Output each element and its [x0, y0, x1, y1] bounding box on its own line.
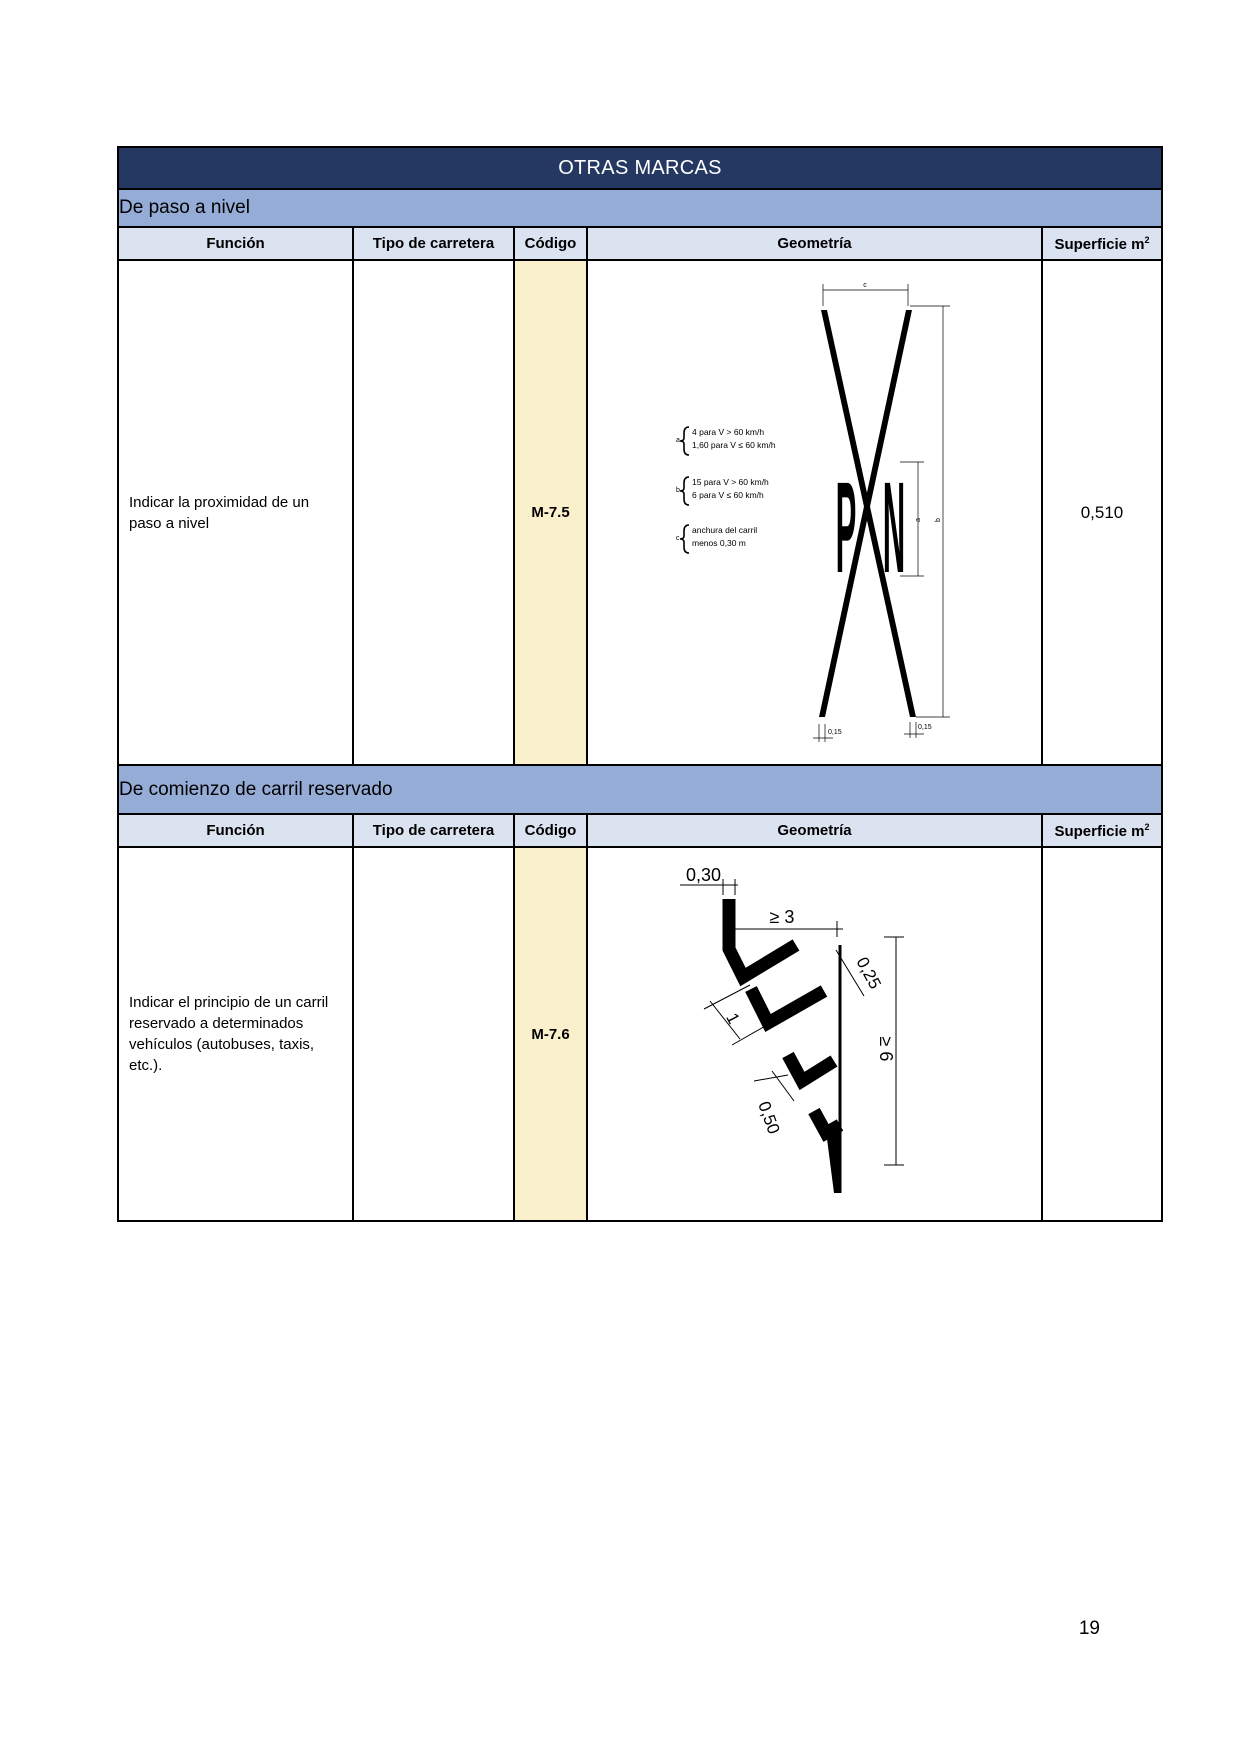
legend-a-line-1: 4 para V > 60 km/h — [692, 427, 765, 437]
zigzag-tail — [826, 1123, 840, 1193]
paso-a-nivel-diagram — [588, 262, 1039, 763]
legend-b-line-2: 6 para V ≤ 60 km/h — [692, 490, 764, 500]
tipo-carretera-cell — [353, 260, 514, 765]
header-superficie-label: Superficie m — [1054, 822, 1145, 840]
dimension-ge6-label: ≥ 6 — [876, 1036, 896, 1062]
superficie-cell — [1042, 847, 1162, 1221]
geometria-cell — [587, 847, 1042, 1221]
geometria-cell — [587, 260, 1042, 765]
carril-reservado-diagram — [588, 849, 1039, 1219]
header-superficie-exp: 2 — [1144, 821, 1150, 832]
column-headers — [118, 814, 1162, 847]
legend-brace-c — [680, 525, 689, 553]
header-superficie — [1042, 814, 1162, 847]
dimension-b — [910, 306, 950, 717]
header-tipo-carretera: Tipo de carretera — [353, 814, 514, 847]
legend-brace-a — [680, 427, 689, 455]
diagram-legend — [676, 427, 776, 553]
dimension-050 — [754, 1071, 794, 1101]
header-geometria: Geometría — [587, 814, 1042, 847]
header-funcion: Función — [118, 227, 353, 260]
dimension-025-label: 0,25 — [852, 953, 885, 993]
dimension-bottom-right-label: 0,15 — [918, 724, 932, 731]
dimension-b-label: b — [935, 518, 942, 522]
dimension-c-label: c — [863, 282, 867, 289]
legend-a-line-2: 1,60 para V ≤ 60 km/h — [692, 440, 776, 450]
header-geometria: Geometría — [587, 227, 1042, 260]
dimension-ge3-label: ≥ 3 — [769, 907, 795, 927]
header-superficie-exp: 2 — [1144, 234, 1150, 245]
superficie-cell: 0,510 — [1042, 260, 1162, 765]
dimension-050-label: 0,50 — [754, 1098, 784, 1137]
table-row — [118, 260, 1162, 765]
header-codigo: Código — [514, 227, 587, 260]
dimension-030-label: 0,30 — [686, 865, 722, 885]
dimension-bottom-left-label: 0,15 — [828, 729, 842, 736]
column-headers — [118, 227, 1162, 260]
header-funcion: Función — [118, 814, 353, 847]
otras-marcas-table — [117, 146, 1163, 1222]
dimension-a-label: a — [915, 518, 922, 522]
header-superficie — [1042, 227, 1162, 260]
legend-c-line-2: menos 0,30 m — [692, 538, 746, 548]
legend-c-line-1: anchura del carril — [692, 525, 758, 535]
legend-key-b: b — [676, 487, 680, 494]
section-title-carril-reservado: De comienzo de carril reservado — [118, 765, 1162, 814]
codigo-cell: M-7.5 — [514, 260, 587, 765]
dimension-1-label: 1 — [722, 1009, 744, 1028]
zigzag-segment-1 — [751, 989, 824, 1023]
table-row — [118, 847, 1162, 1221]
page-number: 19 — [1078, 1618, 1100, 1639]
legend-brace-b — [680, 477, 689, 505]
header-codigo: Código — [514, 814, 587, 847]
codigo-cell: M-7.6 — [514, 847, 587, 1221]
table-title: OTRAS MARCAS — [118, 147, 1162, 189]
letter-p: P — [835, 455, 857, 600]
letter-n: N — [882, 455, 906, 600]
header-tipo-carretera: Tipo de carretera — [353, 227, 514, 260]
zigzag-segment-2 — [788, 1055, 834, 1081]
section-title-paso-a-nivel: De paso a nivel — [118, 189, 1162, 227]
legend-key-a: a — [676, 437, 680, 444]
funcion-cell: Indicar el principio de un carril reservado a determinados vehículos (autobuses, taxis, etc.). — [118, 847, 353, 1221]
header-superficie-label: Superficie m — [1054, 235, 1145, 253]
legend-key-c: c — [676, 535, 680, 542]
legend-b-line-1: 15 para V > 60 km/h — [692, 477, 769, 487]
funcion-cell: Indicar la proximidad de un paso a nivel — [118, 260, 353, 765]
tipo-carretera-cell — [353, 847, 514, 1221]
